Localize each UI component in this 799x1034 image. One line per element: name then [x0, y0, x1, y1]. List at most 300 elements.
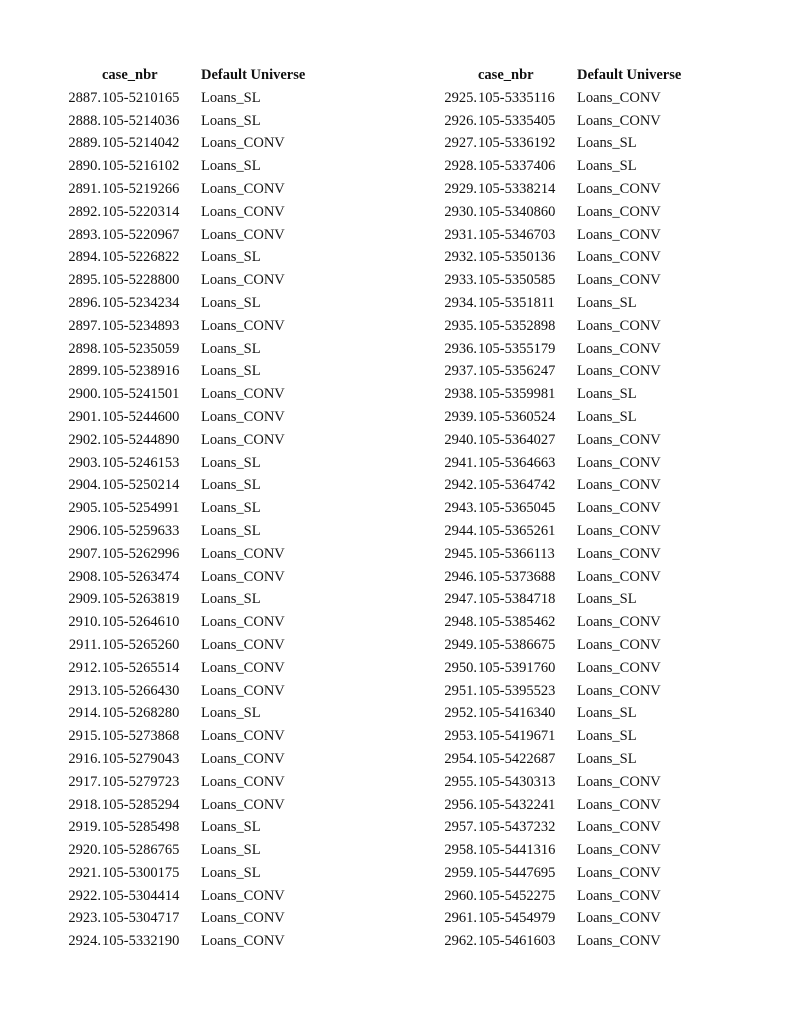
universe-cell: Loans_CONV: [201, 135, 285, 152]
case-nbr-cell: 105-5461603: [478, 933, 556, 950]
universe-cell: Loans_CONV: [201, 568, 285, 585]
row-index: 2926.: [444, 112, 477, 129]
case-nbr-cell: 105-5279043: [102, 750, 180, 767]
case-nbr-cell: 105-5386675: [478, 636, 556, 653]
universe-cell: Loans_SL: [577, 750, 637, 767]
universe-cell: Loans_CONV: [577, 636, 661, 653]
row-index: 2888.: [68, 112, 101, 129]
right-column: [424, 64, 681, 953]
case-nbr-cell: 105-5238916: [102, 363, 180, 380]
case-nbr-cell: 105-5437232: [478, 819, 556, 836]
table-row: [424, 520, 681, 543]
table-row: [48, 794, 305, 817]
row-index: 2940.: [444, 431, 477, 448]
table-row: [424, 132, 681, 155]
table-row: [48, 292, 305, 315]
row-index: 2907.: [68, 545, 101, 562]
case-nbr-cell: 105-5285498: [102, 819, 180, 836]
case-nbr-cell: 105-5246153: [102, 454, 180, 471]
table-row: [424, 429, 681, 452]
universe-cell: Loans_CONV: [577, 910, 661, 927]
universe-cell: Loans_CONV: [577, 864, 661, 881]
case-nbr-cell: 105-5235059: [102, 340, 180, 357]
universe-cell: Loans_CONV: [201, 386, 285, 403]
row-index: 2947.: [444, 591, 477, 608]
table-row: [424, 87, 681, 110]
table-row: [48, 406, 305, 429]
row-index: 2912.: [68, 659, 101, 676]
universe-cell: Loans_CONV: [577, 796, 661, 813]
table-row: [48, 429, 305, 452]
row-index: 2905.: [68, 500, 101, 517]
universe-cell: Loans_CONV: [577, 933, 661, 950]
case-nbr-cell: 105-5441316: [478, 842, 556, 859]
universe-cell: Loans_CONV: [577, 659, 661, 676]
row-index: 2957.: [444, 819, 477, 836]
universe-cell: Loans_SL: [577, 705, 637, 722]
row-index: 2920.: [68, 842, 101, 859]
universe-cell: Loans_CONV: [201, 408, 285, 425]
table-row: [424, 110, 681, 133]
row-index: 2914.: [68, 705, 101, 722]
universe-cell: Loans_SL: [201, 158, 261, 175]
case-nbr-cell: 105-5384718: [478, 591, 556, 608]
table-row: [424, 816, 681, 839]
row-index: 2929.: [444, 180, 477, 197]
universe-cell: Loans_CONV: [577, 568, 661, 585]
table-row: [48, 224, 305, 247]
universe-cell: Loans_CONV: [577, 363, 661, 380]
universe-cell: Loans_SL: [201, 454, 261, 471]
case-nbr-cell: 105-5262996: [102, 545, 180, 562]
row-index: 2933.: [444, 272, 477, 289]
case-nbr-cell: 105-5391760: [478, 659, 556, 676]
case-nbr-cell: 105-5234234: [102, 294, 180, 311]
case-nbr-cell: 105-5452275: [478, 887, 556, 904]
case-nbr-cell: 105-5356247: [478, 363, 556, 380]
universe-cell: Loans_CONV: [577, 500, 661, 517]
case-nbr-cell: 105-5351811: [478, 294, 555, 311]
table-row: [48, 201, 305, 224]
row-index: 2943.: [444, 500, 477, 517]
table-row: [424, 680, 681, 703]
case-nbr-cell: 105-5337406: [478, 158, 556, 175]
case-nbr-cell: 105-5285294: [102, 796, 180, 813]
row-index: 2955.: [444, 773, 477, 790]
case-nbr-cell: 105-5352898: [478, 317, 556, 334]
row-index: 2952.: [444, 705, 477, 722]
universe-cell: Loans_SL: [201, 819, 261, 836]
case-nbr-cell: 105-5234893: [102, 317, 180, 334]
universe-cell: Loans_SL: [201, 864, 261, 881]
universe-cell: Loans_CONV: [577, 477, 661, 494]
case-nbr-cell: 105-5273868: [102, 728, 180, 745]
universe-cell: Loans_CONV: [577, 112, 661, 129]
row-index: 2894.: [68, 249, 101, 266]
table-row: [48, 315, 305, 338]
table-row: [48, 132, 305, 155]
left-table-body: [48, 87, 305, 953]
universe-cell: Loans_CONV: [577, 819, 661, 836]
row-index: 2927.: [444, 135, 477, 152]
universe-cell: Loans_CONV: [201, 887, 285, 904]
case-nbr-cell: 105-5332190: [102, 933, 180, 950]
universe-cell: Loans_CONV: [577, 317, 661, 334]
default-universe-header: Default Universe: [577, 67, 682, 83]
case-nbr-cell: 105-5304414: [102, 887, 180, 904]
row-index: 2892.: [68, 203, 101, 220]
universe-cell: Loans_CONV: [201, 272, 285, 289]
row-index: 2946.: [444, 568, 477, 585]
row-index: 2906.: [68, 522, 101, 539]
row-index: 2897.: [68, 317, 101, 334]
universe-cell: Loans_CONV: [577, 272, 661, 289]
row-index: 2962.: [444, 933, 477, 950]
row-index: 2938.: [444, 386, 477, 403]
case-nbr-cell: 105-5216102: [102, 158, 180, 175]
table-row: [424, 338, 681, 361]
universe-cell: Loans_CONV: [201, 431, 285, 448]
case-nbr-cell: 105-5359981: [478, 386, 556, 403]
case-nbr-cell: 105-5346703: [478, 226, 556, 243]
row-index: 2958.: [444, 842, 477, 859]
table-row: [424, 178, 681, 201]
table-row: [424, 383, 681, 406]
universe-cell: Loans_CONV: [577, 522, 661, 539]
table-row: [424, 839, 681, 862]
universe-cell: Loans_CONV: [201, 180, 285, 197]
row-index: 2956.: [444, 796, 477, 813]
case-nbr-cell: 105-5250214: [102, 477, 180, 494]
row-index: 2913.: [68, 682, 101, 699]
table-row: [424, 634, 681, 657]
universe-cell: Loans_CONV: [201, 226, 285, 243]
case-nbr-cell: 105-5385462: [478, 614, 556, 631]
table-row: [424, 611, 681, 634]
row-index: 2951.: [444, 682, 477, 699]
table-row: [48, 246, 305, 269]
row-index: 2895.: [68, 272, 101, 289]
universe-cell: Loans_CONV: [577, 682, 661, 699]
default-universe-header: Default Universe: [201, 67, 306, 83]
table-row: [48, 748, 305, 771]
universe-cell: Loans_SL: [577, 135, 637, 152]
case-nbr-cell: 105-5263474: [102, 568, 180, 585]
table-row: [48, 907, 305, 930]
case-nbr-cell: 105-5214042: [102, 135, 180, 152]
case-nbr-cell: 105-5266430: [102, 682, 180, 699]
row-index: 2959.: [444, 864, 477, 881]
case-nbr-cell: 105-5365261: [478, 522, 556, 539]
table-row: [48, 816, 305, 839]
row-index: 2935.: [444, 317, 477, 334]
universe-cell: Loans_CONV: [201, 910, 285, 927]
table-row: [48, 680, 305, 703]
universe-cell: Loans_CONV: [577, 226, 661, 243]
row-index: 2931.: [444, 226, 477, 243]
case-nbr-cell: 105-5395523: [478, 682, 556, 699]
row-index: 2921.: [68, 864, 101, 881]
case-nbr-cell: 105-5416340: [478, 705, 556, 722]
table-row: [48, 474, 305, 497]
case-nbr-cell: 105-5454979: [478, 910, 556, 927]
table-row: [48, 110, 305, 133]
table-row: [424, 406, 681, 429]
case-nbr-cell: 105-5364742: [478, 477, 556, 494]
universe-cell: Loans_SL: [201, 363, 261, 380]
case-nbr-cell: 105-5214036: [102, 112, 180, 129]
case-nbr-cell: 105-5265260: [102, 636, 180, 653]
index-header: [424, 64, 478, 87]
table-row: [48, 862, 305, 885]
index-header: [48, 64, 102, 87]
row-index: 2901.: [68, 408, 101, 425]
universe-cell: Loans_SL: [577, 591, 637, 608]
universe-cell: Loans_SL: [201, 477, 261, 494]
header-row: [48, 64, 305, 87]
case-nbr-cell: 105-5373688: [478, 568, 556, 585]
case-nbr-cell: 105-5338214: [478, 180, 556, 197]
row-index: 2915.: [68, 728, 101, 745]
universe-cell: Loans_SL: [201, 340, 261, 357]
table-row: [48, 543, 305, 566]
case-nbr-cell: 105-5432241: [478, 796, 556, 813]
table-row: [48, 771, 305, 794]
case-nbr-cell: 105-5350136: [478, 249, 556, 266]
universe-cell: Loans_CONV: [577, 454, 661, 471]
universe-cell: Loans_SL: [201, 294, 261, 311]
universe-cell: Loans_CONV: [201, 933, 285, 950]
row-index: 2919.: [68, 819, 101, 836]
row-index: 2916.: [68, 750, 101, 767]
row-index: 2904.: [68, 477, 101, 494]
table-row: [424, 474, 681, 497]
case-nbr-cell: 105-5335405: [478, 112, 556, 129]
row-index: 2954.: [444, 750, 477, 767]
table-row: [424, 566, 681, 589]
universe-cell: Loans_CONV: [201, 636, 285, 653]
table-row: [424, 224, 681, 247]
left-table: [48, 64, 305, 953]
table-row: [424, 588, 681, 611]
table-row: [48, 702, 305, 725]
case-nbr-cell: 105-5365045: [478, 500, 556, 517]
case-nbr-cell: 105-5244890: [102, 431, 180, 448]
header-row: [424, 64, 681, 87]
row-index: 2898.: [68, 340, 101, 357]
row-index: 2930.: [444, 203, 477, 220]
universe-cell: Loans_SL: [577, 158, 637, 175]
table-row: [48, 452, 305, 475]
universe-cell: Loans_SL: [201, 591, 261, 608]
row-index: 2917.: [68, 773, 101, 790]
case-nbr-cell: 105-5366113: [478, 545, 555, 562]
case-nbr-cell: 105-5336192: [478, 135, 556, 152]
case-nbr-cell: 105-5430313: [478, 773, 556, 790]
table-row: [424, 497, 681, 520]
table-row: [424, 360, 681, 383]
table-row: [424, 292, 681, 315]
case-nbr-header: case_nbr: [102, 67, 158, 83]
table-row: [48, 360, 305, 383]
case-nbr-cell: 105-5264610: [102, 614, 180, 631]
table-row: [48, 87, 305, 110]
case-nbr-cell: 105-5364663: [478, 454, 556, 471]
row-index: 2961.: [444, 910, 477, 927]
table-row: [48, 885, 305, 908]
universe-cell: Loans_CONV: [577, 614, 661, 631]
row-index: 2924.: [68, 933, 101, 950]
case-nbr-cell: 105-5241501: [102, 386, 180, 403]
table-row: [48, 839, 305, 862]
table-row: [48, 566, 305, 589]
universe-cell: Loans_SL: [201, 842, 261, 859]
case-nbr-cell: 105-5335116: [478, 89, 555, 106]
table-row: [48, 520, 305, 543]
left-column: [48, 64, 305, 953]
table-row: [48, 269, 305, 292]
table-row: [424, 452, 681, 475]
table-row: [48, 657, 305, 680]
case-nbr-cell: 105-5268280: [102, 705, 180, 722]
row-index: 2903.: [68, 454, 101, 471]
row-index: 2902.: [68, 431, 101, 448]
row-index: 2900.: [68, 386, 101, 403]
universe-cell: Loans_CONV: [577, 842, 661, 859]
universe-cell: Loans_CONV: [201, 545, 285, 562]
table-row: [424, 201, 681, 224]
right-table: [424, 64, 681, 953]
table-row: [424, 155, 681, 178]
table-row: [48, 930, 305, 953]
case-nbr-cell: 105-5219266: [102, 180, 180, 197]
table-row: [48, 383, 305, 406]
case-nbr-cell: 105-5254991: [102, 500, 180, 517]
universe-cell: Loans_SL: [201, 705, 261, 722]
universe-cell: Loans_CONV: [577, 89, 661, 106]
universe-cell: Loans_CONV: [577, 180, 661, 197]
table-row: [424, 885, 681, 908]
row-index: 2893.: [68, 226, 101, 243]
row-index: 2890.: [68, 158, 101, 175]
case-nbr-cell: 105-5419671: [478, 728, 556, 745]
table-row: [424, 543, 681, 566]
universe-cell: Loans_SL: [577, 386, 637, 403]
universe-cell: Loans_SL: [577, 408, 637, 425]
universe-cell: Loans_CONV: [577, 545, 661, 562]
table-row: [48, 338, 305, 361]
universe-cell: Loans_SL: [201, 249, 261, 266]
table-row: [424, 725, 681, 748]
universe-cell: Loans_SL: [201, 89, 261, 106]
universe-cell: Loans_SL: [201, 500, 261, 517]
case-nbr-cell: 105-5447695: [478, 864, 556, 881]
table-row: [48, 611, 305, 634]
row-index: 2891.: [68, 180, 101, 197]
row-index: 2922.: [68, 887, 101, 904]
universe-cell: Loans_CONV: [577, 249, 661, 266]
case-nbr-cell: 105-5422687: [478, 750, 556, 767]
universe-cell: Loans_CONV: [577, 203, 661, 220]
universe-cell: Loans_CONV: [201, 773, 285, 790]
table-row: [48, 155, 305, 178]
case-nbr-cell: 105-5220314: [102, 203, 180, 220]
universe-cell: Loans_CONV: [577, 431, 661, 448]
universe-cell: Loans_CONV: [201, 682, 285, 699]
case-nbr-cell: 105-5265514: [102, 659, 180, 676]
table-row: [424, 907, 681, 930]
case-nbr-cell: 105-5259633: [102, 522, 180, 539]
row-index: 2909.: [68, 591, 101, 608]
row-index: 2918.: [68, 796, 101, 813]
row-index: 2896.: [68, 294, 101, 311]
universe-cell: Loans_CONV: [201, 728, 285, 745]
case-nbr-cell: 105-5340860: [478, 203, 556, 220]
universe-cell: Loans_SL: [577, 294, 637, 311]
case-nbr-cell: 105-5228800: [102, 272, 180, 289]
universe-cell: Loans_CONV: [577, 773, 661, 790]
row-index: 2941.: [444, 454, 477, 471]
row-index: 2936.: [444, 340, 477, 357]
case-nbr-cell: 105-5360524: [478, 408, 556, 425]
universe-cell: Loans_CONV: [201, 659, 285, 676]
case-nbr-cell: 105-5286765: [102, 842, 180, 859]
case-nbr-header: case_nbr: [478, 67, 534, 83]
case-nbr-cell: 105-5304717: [102, 910, 180, 927]
row-index: 2928.: [444, 158, 477, 175]
table-row: [48, 725, 305, 748]
case-nbr-cell: 105-5244600: [102, 408, 180, 425]
row-index: 2911.: [68, 636, 101, 653]
row-index: 2942.: [444, 477, 477, 494]
table-row: [424, 771, 681, 794]
case-nbr-cell: 105-5279723: [102, 773, 180, 790]
row-index: 2960.: [444, 887, 477, 904]
row-index: 2899.: [68, 363, 101, 380]
universe-cell: Loans_SL: [201, 112, 261, 129]
table-row: [48, 588, 305, 611]
row-index: 2910.: [68, 614, 101, 631]
case-nbr-cell: 105-5364027: [478, 431, 556, 448]
row-index: 2923.: [68, 910, 101, 927]
row-index: 2945.: [444, 545, 477, 562]
table-row: [424, 794, 681, 817]
table-row: [48, 634, 305, 657]
row-index: 2908.: [68, 568, 101, 585]
universe-cell: Loans_CONV: [577, 340, 661, 357]
universe-cell: Loans_SL: [577, 728, 637, 745]
table-row: [424, 246, 681, 269]
table-row: [424, 930, 681, 953]
case-nbr-cell: 105-5350585: [478, 272, 556, 289]
case-nbr-cell: 105-5220967: [102, 226, 180, 243]
row-index: 2950.: [444, 659, 477, 676]
table-row: [424, 748, 681, 771]
row-index: 2934.: [444, 294, 477, 311]
universe-cell: Loans_CONV: [201, 203, 285, 220]
table-row: [424, 657, 681, 680]
universe-cell: Loans_CONV: [201, 796, 285, 813]
row-index: 2887.: [68, 89, 101, 106]
right-table-body: [424, 87, 681, 953]
row-index: 2937.: [444, 363, 477, 380]
universe-cell: Loans_CONV: [201, 317, 285, 334]
case-nbr-cell: 105-5226822: [102, 249, 180, 266]
row-index: 2939.: [444, 408, 477, 425]
row-index: 2953.: [444, 728, 477, 745]
row-index: 2944.: [444, 522, 477, 539]
universe-cell: Loans_SL: [201, 522, 261, 539]
